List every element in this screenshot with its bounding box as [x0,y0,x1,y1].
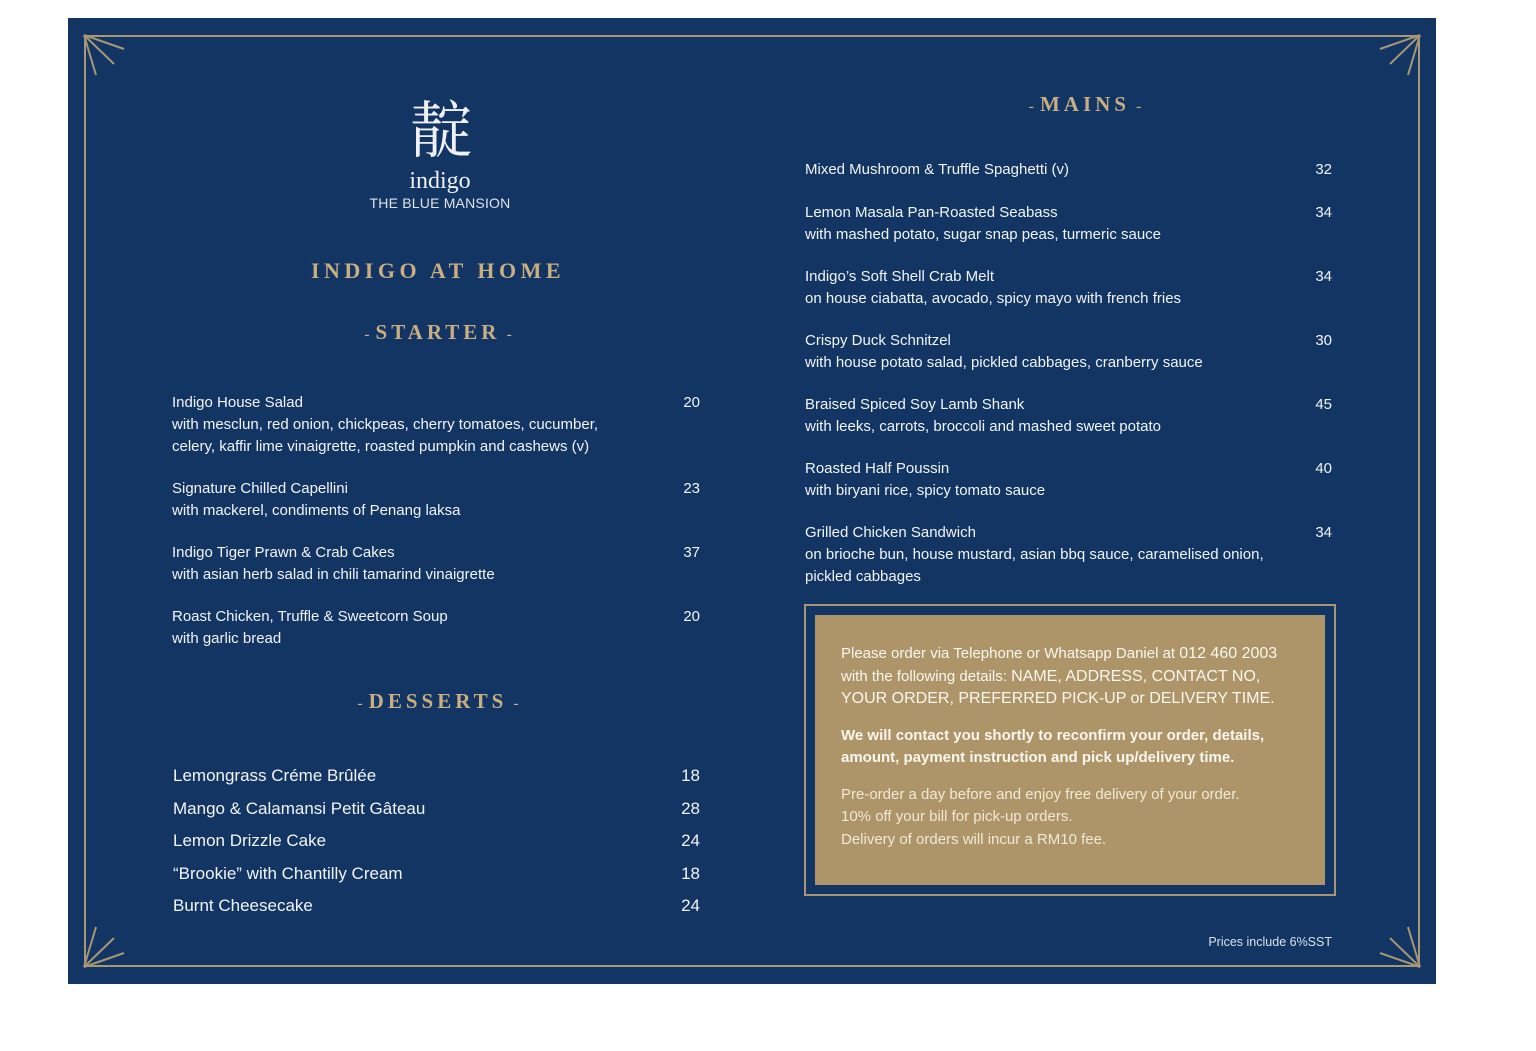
item-name: Lemon Masala Pan-Roasted Seabass [805,204,1058,221]
corner-rays-icon [1362,909,1422,969]
item-price: 40 [1315,460,1332,477]
page-title: INDIGO AT HOME [310,258,566,283]
item-price: 28 [681,798,700,818]
menu-item [805,202,1332,246]
item-name: Signature Chilled Capellini [172,480,348,497]
item-price: 18 [681,766,700,785]
menu-item [805,330,1332,374]
item-price: 34 [1315,204,1332,221]
item-description: on house ciabatta, avocado, spicy mayo with french fries [805,290,1182,307]
item-price: 34 [1315,268,1332,285]
menu-item [173,793,700,826]
item-price: 24 [681,896,700,916]
order-instructions: Please order via Telephone or Whatsapp Daniel at 012 460 2003 with the following details: NAME, ADDRESS, CONTACT NO, YOUR ORDER, PREFERRED PICK-UP or DELIVERY TIME. [841,645,1278,707]
item-price: 20 [683,608,700,625]
item-name: Indigo’s Soft Shell Crab Melt [805,268,994,285]
item-description: with house potato salad, pickled cabbages, cranberry sauce [805,354,1203,371]
required-details: NAME, ADDRESS, CONTACT NO, YOUR ORDER, PREFERRED PICK-UP or DELIVERY TIME. [841,667,1275,707]
menu-item [805,266,1332,310]
menu-item [805,458,1332,502]
section-title-starter: - STARTER - [364,320,512,344]
brand-name: indigo [409,168,471,194]
menu-item [172,542,700,586]
order-info-panel [815,615,1325,885]
item-price: 18 [681,863,700,883]
menu-item [805,159,1332,181]
corner-rays-icon [1362,33,1422,93]
item-name: Crispy Duck Schnitzel [805,332,951,349]
brand-subtitle: THE BLUE MANSION [369,195,511,211]
item-name: Mango & Calamansi Petit Gâteau [173,798,426,818]
order-info-box [804,604,1336,896]
confirmation-note: We will contact you shortly to reconfirm your order, details, amount, payment instruction and pick up/delivery time. [841,726,1265,766]
item-description: with biryani rice, spicy tomato sauce [805,482,1046,499]
starter-list [172,392,700,670]
menu-item [172,606,700,650]
menu-item [172,392,700,458]
item-price: 37 [683,544,700,561]
dessert-list [173,760,700,923]
mains-list [805,159,1332,608]
item-name: Lemon Drizzle Cake [173,831,327,851]
item-name: Indigo Tiger Prawn & Crab Cakes [172,544,395,561]
item-price: 45 [1315,396,1332,413]
menu-item [173,825,700,858]
item-description: with leeks, carrots, broccoli and mashed sweet potato [805,418,1162,435]
item-name: Braised Spiced Soy Lamb Shank [805,396,1025,413]
item-price: 20 [683,394,700,411]
logo-glyph: 靛 [409,94,470,167]
corner-rays-icon [82,909,142,969]
item-name: Roast Chicken, Truffle & Sweetcorn Soup [172,608,448,625]
item-price: 30 [1315,332,1332,349]
menu-page [68,18,1436,984]
menu-item [172,478,700,522]
item-price: 24 [681,831,700,851]
phone-number: 012 460 2003 [1179,645,1278,662]
menu-item [805,394,1332,438]
tax-footnote: Prices include 6%SST [1208,935,1332,949]
menu-item [173,858,700,891]
logo [340,96,540,212]
item-description: with mackerel, condiments of Penang laksa [172,502,461,519]
promo-notes: Pre-order a day before and enjoy free delivery of your order. 10% off your bill for pick-up orders. Delivery of orders will incur a RM10 fee. [841,785,1240,848]
section-title-mains: - MAINS - [1028,92,1142,116]
item-name: “Brookie” with Chantilly Cream [173,863,403,883]
item-price: 32 [1315,161,1332,178]
item-name: Indigo House Salad [172,394,303,411]
item-name: Lemongrass Créme Brûlée [173,766,377,785]
item-description: on brioche bun, house mustard, asian bbq sauce, caramelised onion, pickled cabbages [805,546,1264,585]
item-name: Burnt Cheesecake [173,896,313,916]
item-name: Grilled Chicken Sandwich [805,524,976,541]
item-price: 34 [1315,524,1332,541]
corner-rays-icon [82,33,142,93]
menu-item [173,760,700,793]
section-title-desserts: - DESSERTS - [357,689,519,713]
item-price: 23 [683,480,700,497]
menu-item [805,522,1332,588]
item-description: with mesclun, red onion, chickpeas, cherry tomatoes, cucumber, celery, kaffir lime vinaigrette, roasted pumpkin and cashews (v) [172,416,599,455]
item-name: Roasted Half Poussin [805,460,950,477]
item-description: with asian herb salad in chili tamarind vinaigrette [172,566,495,583]
item-description: with garlic bread [172,630,282,647]
menu-item [173,890,700,923]
item-name: Mixed Mushroom & Truffle Spaghetti (v) [805,161,1069,178]
item-description: with mashed potato, sugar snap peas, turmeric sauce [805,226,1162,243]
